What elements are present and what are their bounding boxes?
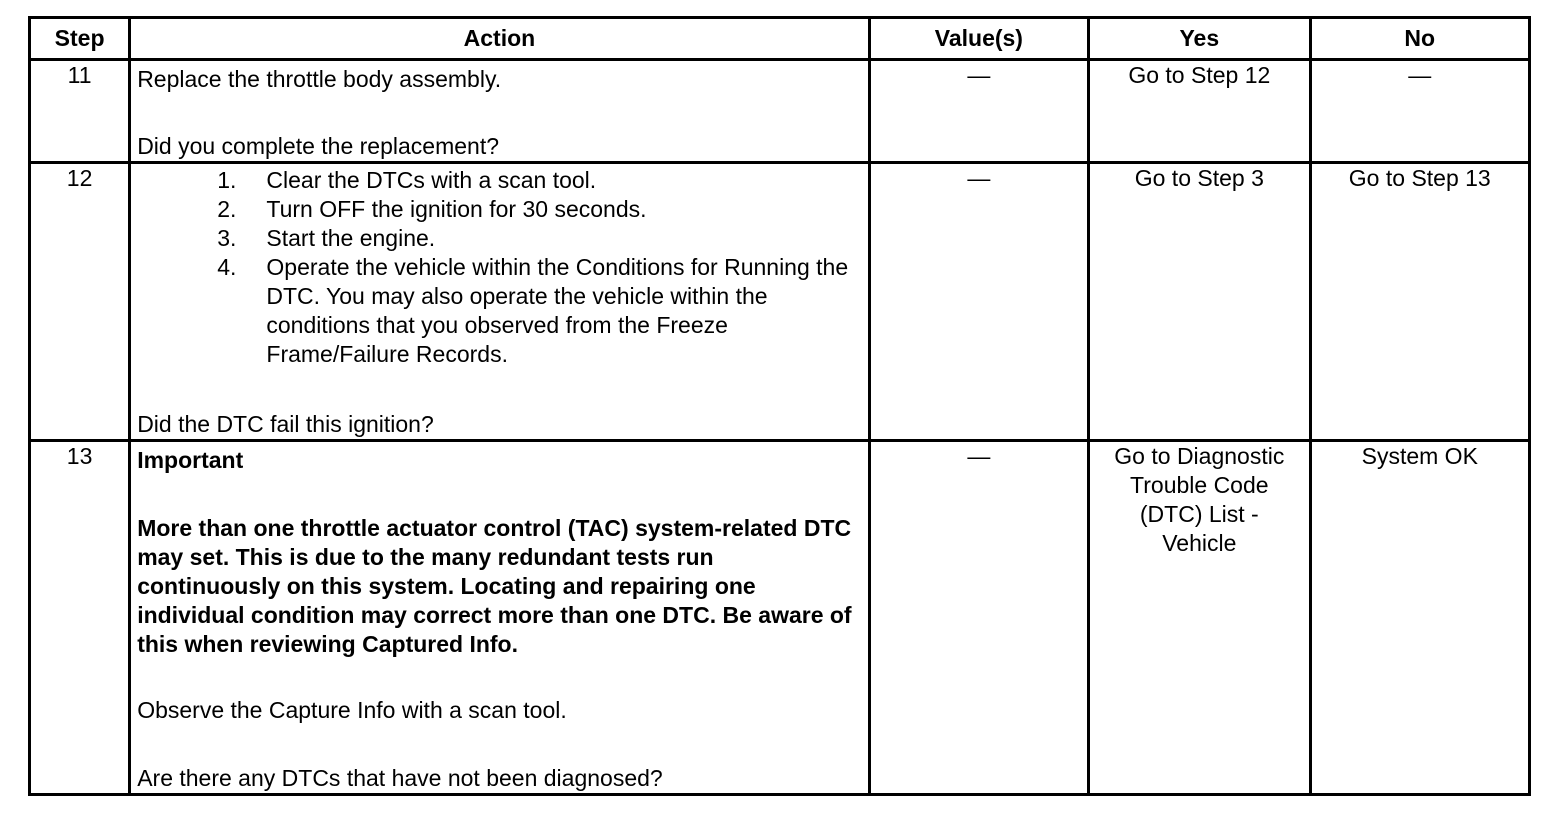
value-cell: — — [869, 60, 1088, 163]
action-question: Are there any DTCs that have not been diagnosed? — [137, 765, 663, 791]
table-row — [30, 441, 1530, 795]
list-item-number: 2. — [217, 196, 237, 222]
value-cell: — — [869, 163, 1088, 441]
header-action: Action — [130, 18, 869, 60]
header-row — [30, 18, 1530, 60]
list-item-text: Start the engine. — [266, 225, 436, 251]
list-item-text: Operate the vehicle within the Conditions for Running the DTC. You may also operate the vehicle within the conditions that you observed from the Freeze Frame/Failure Records. — [266, 254, 849, 367]
action-text: Replace the throttle body assembly. — [137, 66, 502, 92]
header-no: No — [1310, 18, 1529, 60]
list-item-text: Clear the DTCs with a scan tool. — [266, 167, 597, 193]
important-heading: Important — [137, 447, 244, 473]
list-item — [137, 195, 861, 224]
table-row — [30, 60, 1530, 163]
yes-link-text: Go to Diagnostic Trouble Code (DTC) List - Vehicle — [1114, 443, 1285, 556]
list-item-number: 4. — [217, 254, 237, 280]
step-number: 12 — [30, 163, 130, 441]
action-cell — [130, 441, 869, 795]
action-cell — [130, 60, 869, 163]
no-cell: System OK — [1310, 441, 1529, 795]
yes-cell — [1089, 441, 1310, 795]
value-cell: — — [869, 441, 1088, 795]
action-cell — [130, 163, 869, 441]
list-item-number: 3. — [217, 225, 237, 251]
list-item — [137, 224, 861, 253]
step-number: 13 — [30, 441, 130, 795]
action-question: Did you complete the replacement? — [137, 133, 499, 159]
header-values: Value(s) — [869, 18, 1088, 60]
list-item-text: Turn OFF the ignition for 30 seconds. — [266, 196, 647, 222]
yes-cell: Go to Step 3 — [1089, 163, 1310, 441]
step-number: 11 — [30, 60, 130, 163]
no-cell: Go to Step 13 — [1310, 163, 1529, 441]
no-cell: — — [1310, 60, 1529, 163]
diagnostic-table — [28, 16, 1531, 796]
action-text: Observe the Capture Info with a scan tool. — [137, 697, 567, 723]
header-step: Step — [30, 18, 130, 60]
yes-cell: Go to Step 12 — [1089, 60, 1310, 163]
action-question: Did the DTC fail this ignition? — [137, 411, 434, 437]
action-step-list — [137, 166, 861, 369]
header-yes: Yes — [1089, 18, 1310, 60]
table-row — [30, 163, 1530, 441]
list-item-number: 1. — [217, 167, 237, 193]
list-item — [137, 253, 861, 369]
list-item — [137, 166, 861, 195]
important-note: More than one throttle actuator control (TAC) system-related DTC may set. This is due to the many redundant tests run continuously on this system. Locating and repairing one individual condition may correct more than one DTC. Be aware of this when reviewing Captured Info. — [137, 515, 852, 657]
